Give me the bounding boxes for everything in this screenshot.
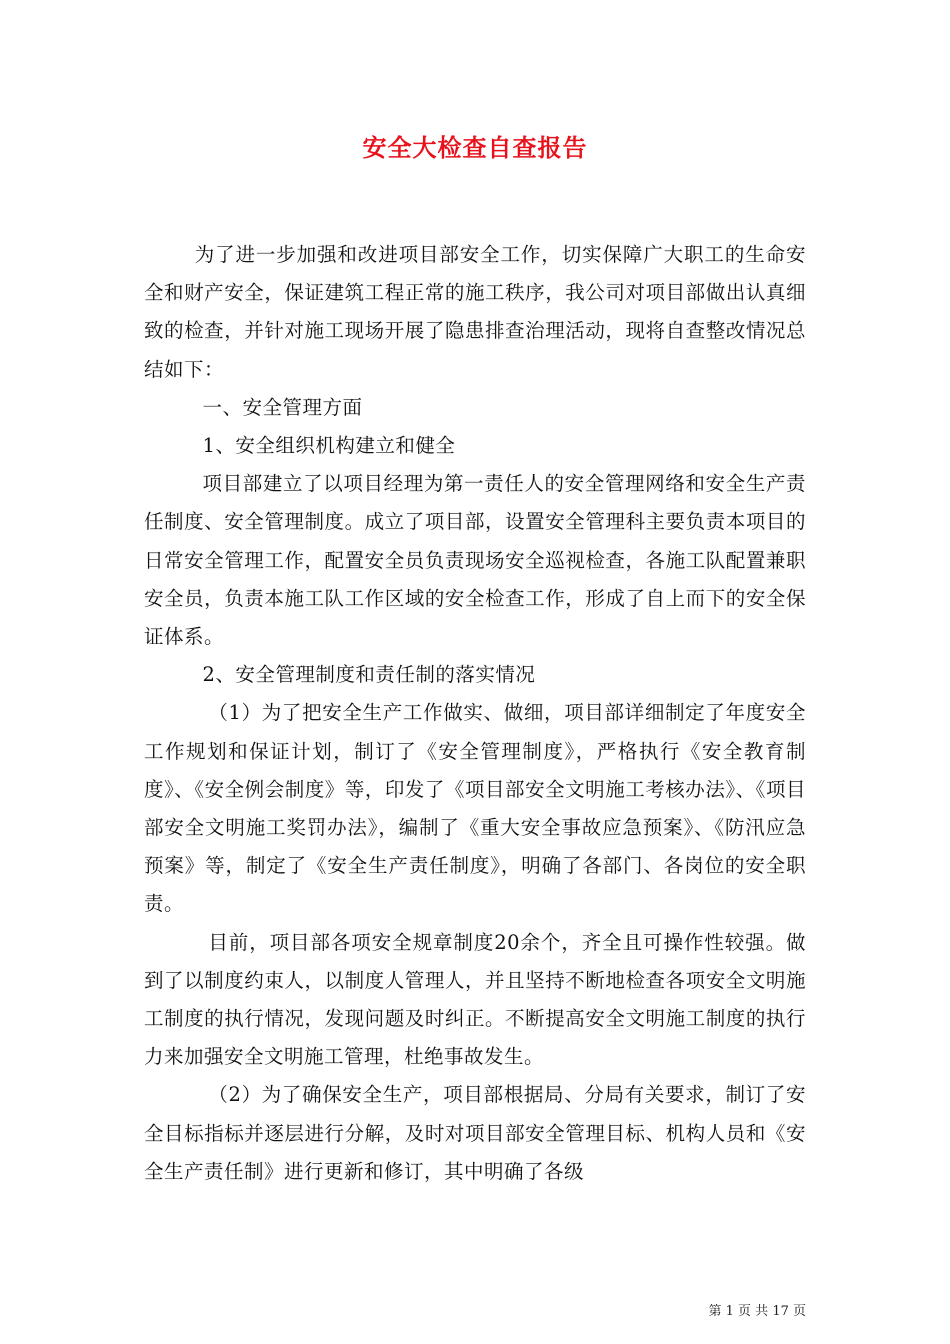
- page-number: 第 1 页 共 17 页: [708, 1304, 806, 1319]
- document-title: 安全大检查自查报告: [362, 133, 588, 162]
- subheading-organization: 1、安全组织机构建立和健全: [202, 434, 456, 458]
- subheading-system-responsibility: 2、安全管理制度和责任制的落实情况: [202, 663, 536, 687]
- paragraph-item-2: （2）为了确保安全生产，项目部根据局、分局有关要求，制订了安全目标指标并逐层进行分解，及时对项目部安全管理目标、机构人员和《安全生产责任制》进行更新和修订，其中明确了各级: [144, 1083, 806, 1183]
- paragraph-current-status: 目前，项目部各项安全规章制度20余个，齐全且可操作性较强。做到了以制度约束人，以制度人管理人，并且坚持不断地检查各项安全文明施工制度的执行情况，发现问题及时纠正。不断提高安全文明施工制度的执行力来加强安全文明施工管理，杜绝事故发生。: [144, 930, 806, 1069]
- heading-safety-management: 一、安全管理方面: [202, 395, 363, 419]
- paragraph-item-1: （1）为了把安全生产工作做实、做细，项目部详细制定了年度安全工作规划和保证计划，制订了《安全管理制度》，严格执行《安全教育制度》、《安全例会制度》等，印发了《项目部安全文明施工考核办法》、《项目部安全文明施工奖罚办法》，编制了《重大安全事故应急预案》、《防汛应急预案》等，制定了《安全生产责任制度》，明确了各部门、各岗位的安全职责。: [144, 701, 806, 916]
- paragraph-organization: 项目部建立了以项目经理为第一责任人的安全管理网络和安全生产责任制度、安全管理制度。成立了项目部，设置安全管理科主要负责本项目的日常安全管理工作，配置安全员负责现场安全巡视检查，各施工队配置兼职安全员，负责本施工队工作区域的安全检查工作，形成了自上而下的安全保证体系。: [144, 472, 806, 649]
- document-body: [144, 236, 806, 1191]
- paragraph-intro: 为了进一步加强和改进项目部安全工作，切实保障广大职工的生命安全和财产安全，保证建筑工程正常的施工秩序，我公司对项目部做出认真细致的检查，并针对施工现场开展了隐患排查治理活动，现将自查整改情况总结如下：: [144, 243, 806, 381]
